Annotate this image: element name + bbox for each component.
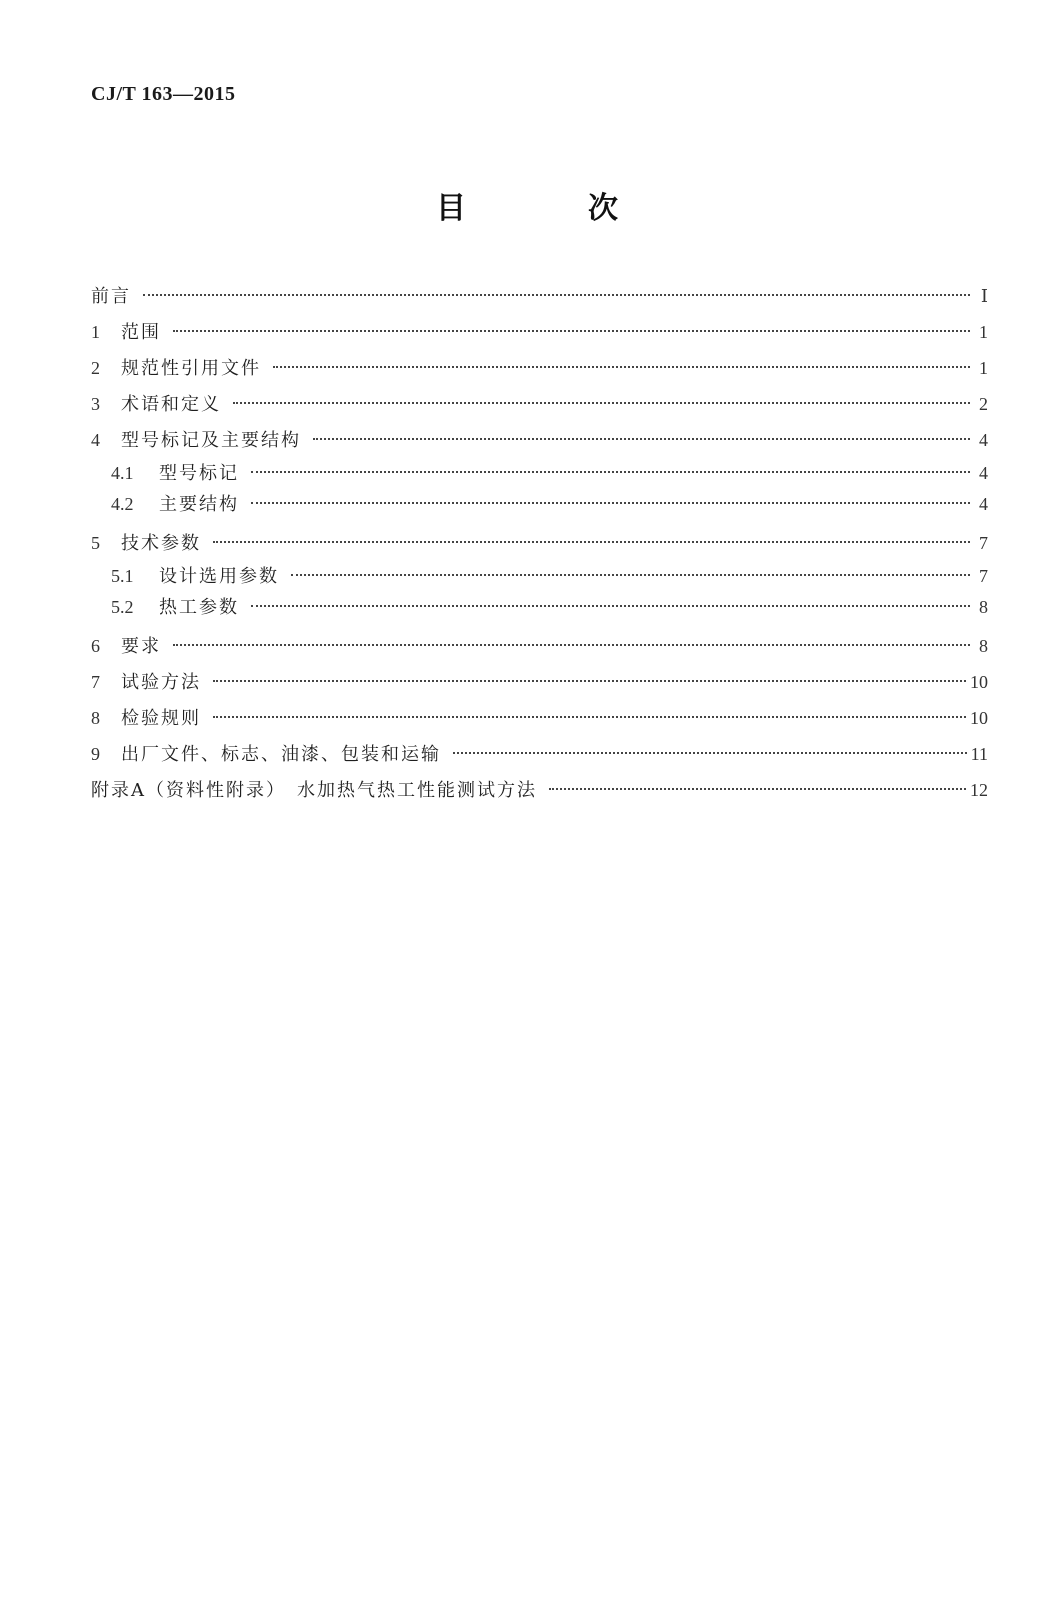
toc-leader: [213, 541, 970, 543]
toc-number: 2: [91, 358, 100, 378]
toc-leader: [213, 680, 966, 682]
toc-page: 1: [979, 358, 988, 378]
toc-page: 10: [970, 708, 988, 728]
toc-leader: [251, 502, 970, 504]
toc-title: 出厂文件、标志、油漆、包装和运输: [121, 744, 441, 765]
toc-number: 6: [91, 636, 100, 656]
toc-page: 7: [979, 533, 988, 553]
toc-leader: [453, 752, 967, 754]
toc-leader: [213, 716, 966, 718]
toc-entry-4-1[interactable]: [91, 458, 988, 489]
toc-leader: [313, 438, 970, 440]
toc-leader: [251, 471, 970, 473]
toc-number: 3: [91, 394, 100, 414]
toc-number: 4.2: [111, 494, 134, 514]
toc-entry-appendix-a[interactable]: [91, 772, 988, 808]
toc-title: 型号标记及主要结构: [121, 430, 301, 451]
toc-title: 术语和定义: [121, 394, 221, 415]
toc-page: 4: [979, 463, 988, 483]
toc-page: 10: [970, 672, 988, 692]
toc-entry-4[interactable]: [91, 422, 988, 458]
toc-page: 4: [979, 430, 988, 450]
toc-leader: [143, 294, 970, 296]
toc-entry-7[interactable]: [91, 664, 988, 700]
toc-leader: [173, 330, 970, 332]
toc-page: 2: [979, 394, 988, 414]
toc-number: 5.1: [111, 566, 134, 586]
toc-title: 设计选用参数: [159, 566, 279, 587]
toc-page: 8: [979, 597, 988, 617]
toc-entry-5-2[interactable]: [91, 592, 988, 623]
toc-entry-5-1[interactable]: [91, 561, 988, 592]
toc-entry-3[interactable]: [91, 386, 988, 422]
toc-page: 1: [979, 322, 988, 342]
toc-title: 技术参数: [121, 533, 201, 554]
toc-entry-5[interactable]: [91, 525, 988, 561]
toc-page: 7: [979, 566, 988, 586]
toc-page: 11: [970, 744, 988, 764]
toc-title: 要求: [121, 636, 161, 657]
toc-leader: [291, 574, 970, 576]
toc-page: 12: [970, 780, 988, 800]
toc-leader: [549, 788, 966, 790]
page-title: 目 次: [436, 191, 664, 226]
toc-number: 8: [91, 708, 100, 728]
toc-entry-4-2[interactable]: [91, 489, 988, 520]
toc-page: Ⅰ: [980, 286, 988, 306]
toc-entry-2[interactable]: [91, 350, 988, 386]
toc-title: 试验方法: [121, 672, 201, 693]
toc-title: 主要结构: [159, 494, 239, 515]
toc-title: 范围: [121, 322, 161, 343]
toc-number: 4.1: [111, 463, 134, 483]
toc-leader: [173, 644, 970, 646]
toc-title: 检验规则: [121, 708, 201, 729]
toc-title: 热工参数: [159, 597, 239, 618]
toc-entry-6[interactable]: [91, 628, 988, 664]
toc-number: 4: [91, 430, 100, 450]
toc-page: 4: [979, 494, 988, 514]
toc-number: 7: [91, 672, 100, 692]
toc-number: 9: [91, 744, 100, 764]
toc-number: 5.2: [111, 597, 134, 617]
toc-title: 附录A（资料性附录） 水加热气热工性能测试方法: [91, 780, 537, 801]
standard-code: CJ/T 163—2015: [91, 83, 236, 105]
toc-title: 前言: [91, 286, 131, 307]
toc-title: 规范性引用文件: [121, 358, 261, 379]
toc-entry-9[interactable]: [91, 736, 988, 772]
table-of-contents: [91, 278, 988, 808]
toc-number: 1: [91, 322, 100, 342]
toc-entry-1[interactable]: [91, 314, 988, 350]
toc-number: 5: [91, 533, 100, 553]
toc-leader: [233, 402, 970, 404]
toc-entry-foreword[interactable]: [91, 278, 988, 314]
toc-title: 型号标记: [159, 463, 239, 484]
toc-entry-8[interactable]: [91, 700, 988, 736]
toc-leader: [273, 366, 970, 368]
toc-leader: [251, 605, 970, 607]
toc-page: 8: [979, 636, 988, 656]
